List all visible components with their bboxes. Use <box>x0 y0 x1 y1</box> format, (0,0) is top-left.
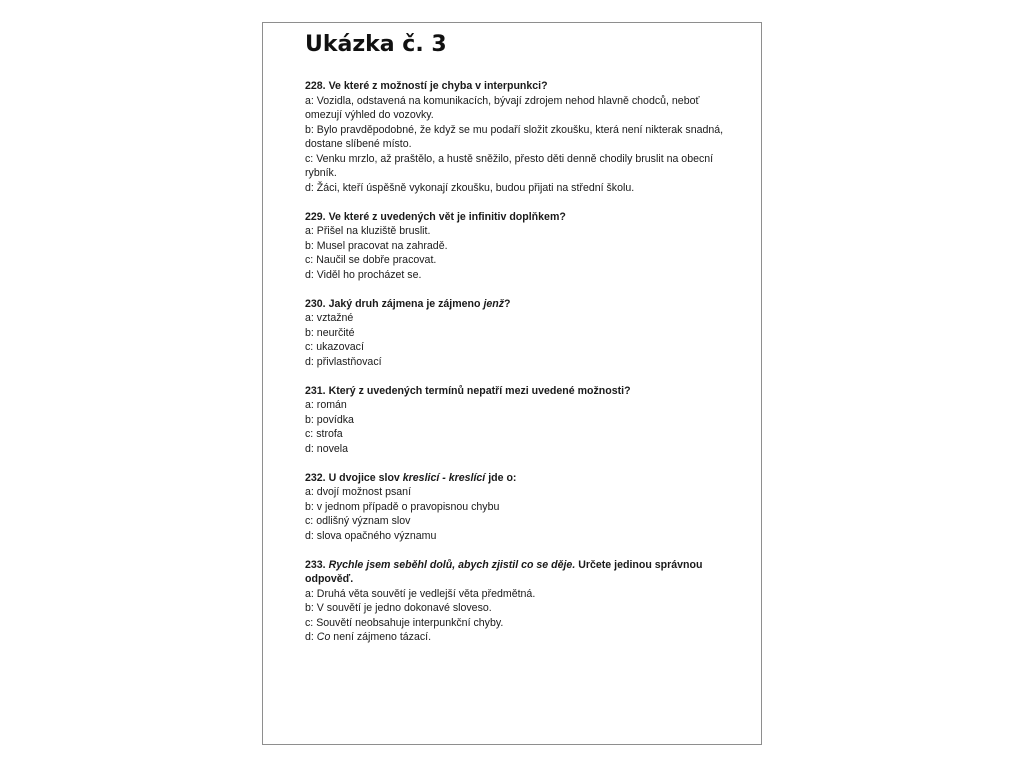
answer-option-c <box>305 427 725 442</box>
question-number: 231. <box>305 384 326 397</box>
question-prompt <box>305 210 725 225</box>
option-text: Vozidla, odstavená na komunikacích, bývají zdrojem nehod hlavně chodců, neboť omezují výhled do vozovky. <box>305 94 700 121</box>
question-prompt-end: Určete jedinou správnou odpověď. <box>305 558 703 585</box>
option-text: odlišný význam slov <box>316 515 411 527</box>
option-text: Musel pracovat na zahradě. <box>316 239 448 252</box>
question-prompt-text: Ve které z možností je chyba v interpunkci? <box>328 80 548 92</box>
option-letter: b: <box>305 413 314 426</box>
question-prompt-text: Jaký druh zájmena je zájmeno <box>328 297 481 310</box>
option-text: není zájmeno tázací. <box>333 631 432 643</box>
answer-option-a <box>305 485 725 500</box>
option-letter: d: <box>305 355 314 368</box>
answer-option-d <box>305 529 725 544</box>
question-prompt-end: jde o: <box>488 471 517 484</box>
option-text: Žáci, kteří úspěšně vykonají zkoušku, budou přijati na střední školu. <box>316 181 635 194</box>
option-letter: a: <box>305 94 314 107</box>
question-prompt <box>305 471 725 486</box>
option-letter: d: <box>305 631 314 643</box>
option-letter: b: <box>305 500 314 513</box>
question-230 <box>305 297 725 370</box>
question-prompt-italic: Rychle jsem seběhl dolů, abych zjistil co se děje. <box>328 558 576 571</box>
option-text: Naučil se dobře pracovat. <box>316 254 437 266</box>
question-prompt <box>305 79 725 94</box>
option-letter: a: <box>305 486 314 498</box>
question-list <box>305 79 725 659</box>
question-228 <box>305 79 725 195</box>
option-text: přivlastňovací <box>316 355 382 368</box>
document-page <box>262 22 762 745</box>
answer-option-d <box>305 442 725 457</box>
option-text: povídka <box>316 413 354 426</box>
option-text: Venku mrzlo, až praštělo, a hustě sněžilo, přesto děti denně chodily bruslit na obecní rybník. <box>305 152 714 179</box>
option-letter: c: <box>305 515 314 527</box>
answer-option-c <box>305 514 725 529</box>
option-letter: b: <box>305 602 314 614</box>
option-text-italic: Co <box>316 631 331 643</box>
option-letter: c: <box>305 254 314 266</box>
option-letter: c: <box>305 428 314 440</box>
question-prompt-end: ? <box>504 297 511 310</box>
option-letter: a: <box>305 312 314 324</box>
option-letter: a: <box>305 225 314 237</box>
option-letter: d: <box>305 181 314 194</box>
answer-option-c <box>305 616 725 631</box>
question-231 <box>305 384 725 457</box>
question-229 <box>305 210 725 283</box>
option-text: Viděl ho procházet se. <box>316 268 422 281</box>
answer-option-a <box>305 398 725 413</box>
answer-option-d <box>305 181 725 196</box>
option-text: strofa <box>316 428 343 440</box>
answer-option-b <box>305 123 725 152</box>
option-text: román <box>316 399 347 411</box>
page-title: Ukázka č. 3 <box>305 32 447 57</box>
option-text: dvojí možnost psaní <box>316 486 412 498</box>
option-text: Přišel na kluziště bruslit. <box>316 225 431 237</box>
answer-option-a <box>305 224 725 239</box>
option-letter: b: <box>305 239 314 252</box>
question-number: 230. <box>305 297 326 310</box>
option-text: ukazovací <box>316 341 364 353</box>
answer-option-a <box>305 94 725 123</box>
answer-option-b <box>305 239 725 254</box>
answer-option-d <box>305 355 725 370</box>
option-letter: c: <box>305 616 314 629</box>
option-letter: b: <box>305 326 314 339</box>
question-prompt-text: Který z uvedených termínů nepatří mezi uvedené možnosti? <box>328 384 631 397</box>
option-text: novela <box>316 442 349 455</box>
option-text: Bylo pravděpodobné, že když se mu podaří složit zkoušku, která není nikterak snadná, dostane slíbené místo. <box>305 123 724 150</box>
answer-option-b <box>305 500 725 515</box>
answer-option-d <box>305 630 725 645</box>
answer-option-c <box>305 253 725 268</box>
answer-option-b <box>305 413 725 428</box>
question-prompt <box>305 384 725 399</box>
option-text: neurčité <box>316 326 355 339</box>
answer-option-b <box>305 601 725 616</box>
option-text: slova opačného významu <box>316 529 437 542</box>
question-number: 228. <box>305 80 326 92</box>
answer-option-b <box>305 326 725 341</box>
question-prompt-italic: jenž <box>483 297 505 310</box>
option-letter: b: <box>305 123 314 136</box>
answer-option-c <box>305 340 725 355</box>
option-text: v jednom případě o pravopisnou chybu <box>316 500 500 513</box>
question-prompt-text: Ve které z uvedených vět je infinitiv doplňkem? <box>328 210 566 223</box>
option-letter: d: <box>305 529 314 542</box>
question-number: 229. <box>305 210 326 223</box>
answer-option-d <box>305 268 725 283</box>
option-text: vztažné <box>316 312 354 324</box>
option-text: Souvětí neobsahuje interpunkční chyby. <box>316 616 504 629</box>
question-prompt <box>305 297 725 312</box>
option-letter: a: <box>305 587 314 600</box>
option-text: Druhá věta souvětí je vedlejší věta předmětná. <box>316 587 536 600</box>
option-letter: a: <box>305 399 314 411</box>
answer-option-a <box>305 311 725 326</box>
question-prompt <box>305 558 725 587</box>
question-232 <box>305 471 725 544</box>
option-letter: d: <box>305 268 314 281</box>
option-letter: c: <box>305 341 314 353</box>
question-prompt-text: U dvojice slov <box>328 471 400 484</box>
question-number: 233. <box>305 558 326 571</box>
option-text: V souvětí je jedno dokonavé sloveso. <box>316 602 492 614</box>
answer-option-a <box>305 587 725 602</box>
option-letter: d: <box>305 442 314 455</box>
option-letter: c: <box>305 152 314 165</box>
question-233 <box>305 558 725 645</box>
question-prompt-italic: kreslicí - kreslící <box>402 471 486 484</box>
answer-option-c <box>305 152 725 181</box>
question-number: 232. <box>305 471 326 484</box>
